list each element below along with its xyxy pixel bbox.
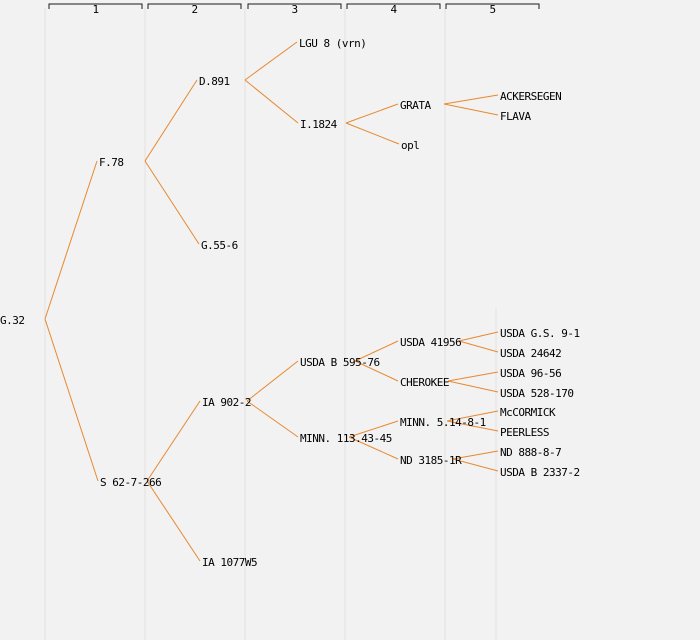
branch-line [45,161,97,319]
tree-node-g556: G.55-6 [201,239,238,252]
branch-line [247,401,298,437]
tree-node-ackersegen: ACKERSEGEN [500,90,562,103]
branch-line [459,341,498,352]
generation-number: 2 [191,3,198,16]
branch-line [145,161,199,244]
tree-node-usdags91: USDA G.S. 9-1 [500,327,580,340]
tree-node-ia902: IA 902-2 [202,396,251,409]
tree-node-usda41956: USDA 41956 [400,336,462,349]
generation-number: 1 [92,3,99,16]
tree-node-usda24642: USDA 24642 [500,347,562,360]
tree-node-usdab2337: USDA B 2337-2 [500,466,580,479]
tree-node-f78: F.78 [99,156,124,169]
branch-line [245,80,298,123]
tree-node-usda528: USDA 528-170 [500,387,574,400]
tree-node-minn113: MINN. 113.43-45 [300,432,392,445]
tree-node-flava: FLAVA [500,110,531,123]
branch-line [444,95,498,104]
branch-line [459,332,498,341]
generation-number: 3 [291,3,298,16]
tree-node-cherokee: CHEROKEE [400,376,449,389]
branch-line [247,361,298,401]
tree-node-opl: opl [401,139,420,152]
branch-line [346,104,398,123]
tree-node-s62: S 62-7-266 [100,476,162,489]
branch-line [45,319,98,481]
branch-line [145,80,197,161]
tree-node-peerless: PEERLESS [500,426,549,439]
tree-node-minn514: MINN. 5.14-8-1 [400,416,486,429]
tree-node-i1824: I.1824 [300,118,337,131]
generation-number: 5 [489,3,496,16]
tree-node-d891: D.891 [199,75,230,88]
branch-line [245,42,297,80]
tree-node-grata: GRATA [400,99,431,112]
tree-node-mccormick: McCORMICK [500,406,556,419]
tree-node-g32: G.32 [0,314,25,327]
tree-node-usdab595: USDA B 595-76 [300,356,380,369]
branch-line [444,104,498,115]
branch-line [346,123,399,144]
branch-line [448,372,498,381]
tree-node-ia1077: IA 1077W5 [202,556,258,569]
branch-line [147,481,200,561]
branch-line [448,381,498,392]
tree-node-usda9656: USDA 96-56 [500,367,562,380]
generation-number: 4 [390,3,397,16]
branch-line [147,401,200,481]
tree-node-lgu8: LGU 8 (vrn) [299,37,367,50]
tree-node-nd888: ND 888-8-7 [500,446,562,459]
tree-node-nd3185: ND 3185-1R [400,454,462,467]
